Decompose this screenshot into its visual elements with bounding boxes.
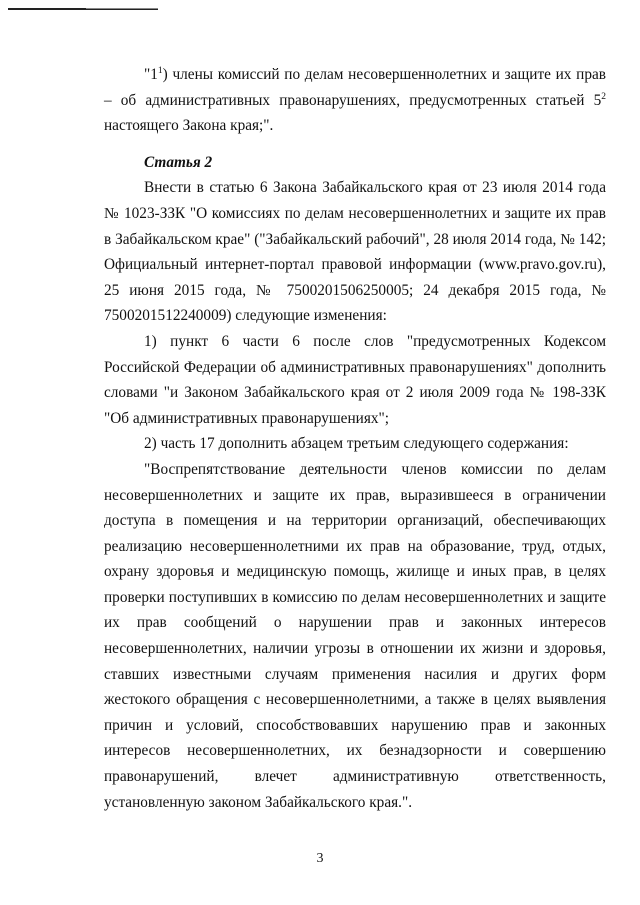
document-body — [104, 62, 606, 815]
para1-tail: настоящего Закона края;". — [104, 117, 274, 135]
paragraph-quoted-text: "Воспрепятствование деятельности членов комиссии по делам несовершеннолетних и защите их прав, выразившееся в ограничении доступа в помещения и на территории организаций, обеспечивающих реализацию несовершеннолетними их прав на образование, труд, отдых, охрану здоровья и медицинскую помощь, жилище и иных прав, в целях проверки поступивших в комиссию по делам несовершеннолетних и защите их прав сообщений о нарушении прав и законных интересов несовершеннолетних, наличии угрозы в отношении их жизни и здоровья, ставших известными случаям применения насилия и других форм жестокого обращения с несовершеннолетними, а также в целях выявления причин и условий, способствовавших нарушению прав и законных интересов несовершеннолетних, их безнадзорности и совершению правонарушений, влечет административную ответственность, установленную законом Забайкальского края.". — [104, 460, 606, 811]
article-heading: Статья 2 — [144, 153, 213, 171]
superscript-2: 2 — [601, 91, 606, 102]
top-edge-rule-shadow — [86, 8, 158, 9]
superscript-1: 1 — [157, 66, 163, 76]
para1-text: ) члены комиссий по делам несовершеннолетних и защите их прав – об административных правонарушениях, предусмотренных статьей 5 — [104, 66, 606, 109]
paragraph-item-2: 2) часть 17 дополнить абзацем третьим следующего содержания: — [144, 435, 569, 453]
paragraph-item-1: 1) пункт 6 части 6 после слов "предусмотренных Кодексом Российской Федерации об административных правонарушениях" дополнить словами "и Законом Забайкальского края от 2 июля 2009 года № 198-ЗЗК "Об административных правонарушениях"; — [104, 332, 606, 427]
para1-open: "1 — [144, 66, 158, 83]
paragraph-item-1-1 — [104, 62, 606, 139]
page-number: 3 — [316, 851, 324, 866]
paragraph-intro: Внести в статью 6 Закона Забайкальского края от 23 июля 2014 года № 1023-ЗЗК "О комиссиях по делам несовершеннолетних и защите их прав в Забайкальском крае" ("Забайкальский рабочий", 28 июля 2014 года, № 142; Официальный интернет-портал правовой информации (www.pravo.gov.ru), 25 июня 2015 года, № 7500201506250005; 24 декабря 2015 года, № 7500201512240009) следующие изменения: — [104, 179, 606, 325]
